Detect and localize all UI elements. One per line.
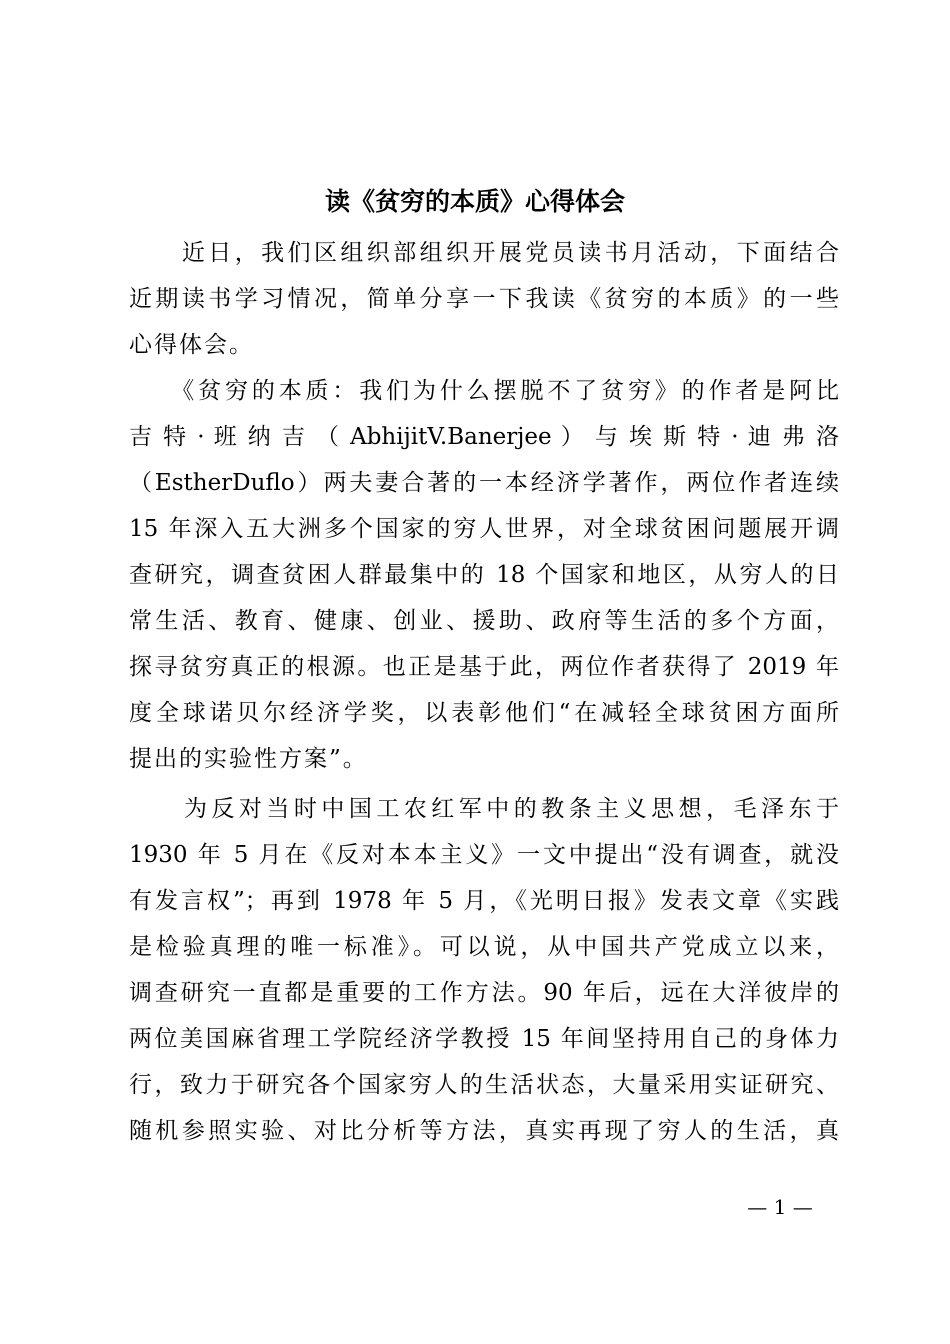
- text-line: （EstherDuflo）两夫妻合著的一本经济学著作，两位作者连续: [129, 470, 839, 496]
- text-line: 心得体会。: [129, 332, 254, 358]
- text-line: 吉 特 · 班 纳 吉 （ AbhijitV.Banerjee ） 与 埃 斯 特 · 迪 弗 洛: [129, 424, 839, 450]
- text-line: 调查研究一直都是重要的工作方法。90 年后，远在大洋彼岸的: [129, 980, 839, 1006]
- text-line: 为反对当时中国工农红军中的教条主义思想，毛泽东于: [129, 796, 839, 822]
- text-line: 是检验真理的唯一标准》。可以说，从中国共产党成立以来，: [129, 934, 839, 960]
- text-line: 近期读书学习情况，简单分享一下我读《贫穷的本质》的一些: [129, 286, 839, 312]
- text-line: 《贫穷的本质：我们为什么摆脱不了贫穷》的作者是阿比: [129, 378, 839, 404]
- text-line: 有发言权”；再到 1978 年 5 月，《光明日报》发表文章《实践: [129, 888, 839, 914]
- document-title: 读《贫穷的本质》心得体会: [324, 187, 625, 216]
- text-line: 查研究，调查贫困人群最集中的 18 个国家和地区，从穷人的日: [129, 562, 839, 588]
- text-line: 15 年深入五大洲多个国家的穷人世界，对全球贫困问题展开调: [129, 516, 839, 542]
- text-line: 度全球诺贝尔经济学奖，以表彰他们“在减轻全球贫困方面所: [129, 700, 839, 726]
- page-number: — 1 —: [747, 1195, 813, 1219]
- text-line: 1930 年 5 月在《反对本本主义》一文中提出“没有调查，就没: [129, 842, 839, 868]
- text-line: 行，致力于研究各个国家穷人的生活状态，大量采用实证研究、: [129, 1072, 839, 1098]
- text-line: 两位美国麻省理工学院经济学教授 15 年间坚持用自己的身体力: [129, 1026, 839, 1052]
- text-line: 随机参照实验、对比分析等方法，真实再现了穷人的生活，真: [129, 1118, 839, 1144]
- text-line: 常生活、教育、健康、创业、援助、政府等生活的多个方面，: [129, 608, 839, 634]
- text-line: 近日，我们区组织部组织开展党员读书月活动，下面结合: [129, 240, 839, 266]
- text-line: 探寻贫穷真正的根源。也正是基于此，两位作者获得了 2019 年: [129, 654, 839, 680]
- text-line: 提出的实验性方案”。: [129, 746, 368, 772]
